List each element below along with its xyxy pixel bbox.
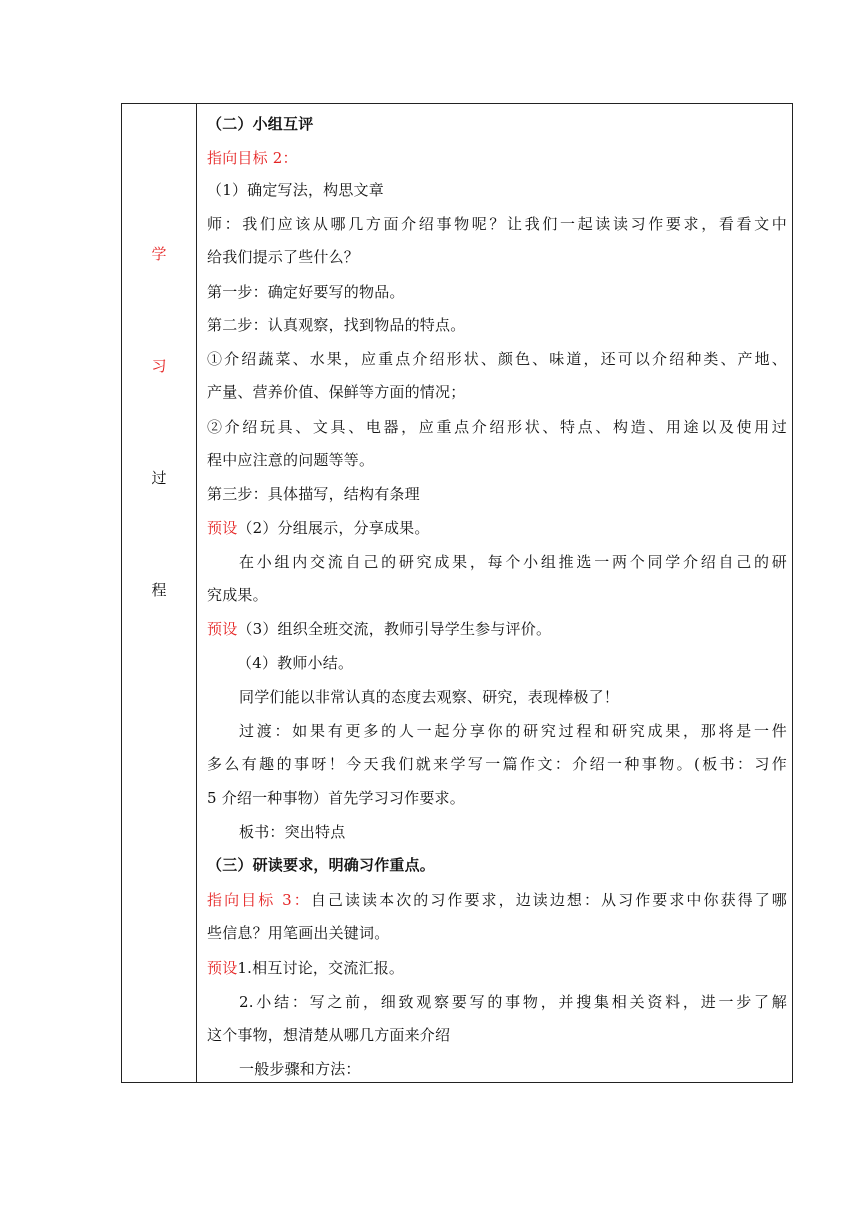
side-label-guo: 过 bbox=[151, 469, 167, 487]
teacher-question-line-1: 师：我们应该从哪几方面介绍事物呢？让我们一起读读习作要求，看看文中 bbox=[207, 215, 787, 233]
general-steps: 一般步骤和方法： bbox=[239, 1060, 361, 1078]
goal-3-line-1 bbox=[207, 890, 787, 910]
board-note: 板书：突出特点 bbox=[239, 823, 346, 841]
preset-label: 预设 bbox=[207, 519, 238, 537]
item-2-line-2: 程中应注意的问题等等。 bbox=[207, 451, 375, 469]
teacher-question-line-2: 给我们提示了些什么？ bbox=[207, 248, 360, 266]
transition-line-2: 多么有趣的事呀！今天我们就来学写一篇作文：介绍一种事物。(板书：习作 bbox=[207, 755, 787, 773]
preset-label: 预设 bbox=[207, 620, 238, 638]
lesson-table bbox=[121, 103, 793, 1083]
summary-line-1: 2.小结：写之前，细致观察要写的事物，并搜集相关资料，进一步了解 bbox=[239, 993, 787, 1011]
item-1-line-2: 产量、营养价值、保鲜等方面的情况； bbox=[207, 383, 466, 401]
section-heading-2: （二）小组互评 bbox=[207, 115, 314, 133]
column-divider bbox=[196, 104, 197, 1082]
summary-line-2: 这个事物，想清楚从哪几方面来介绍 bbox=[207, 1026, 451, 1044]
goal-3-label: 指向目标 3： bbox=[207, 891, 311, 909]
group-line-1: 在小组内交流自己的研究成果，每个小组推选一两个同学介绍自己的研 bbox=[239, 553, 787, 571]
step-one: 第一步：确定好要写的物品。 bbox=[207, 283, 405, 301]
preset-3-text: （3）组织全班交流，教师引导学生参与评价。 bbox=[237, 620, 552, 638]
side-label-cheng: 程 bbox=[151, 581, 167, 599]
teacher-summary-heading: （4）教师小结。 bbox=[237, 654, 354, 672]
preset-label: 预设 bbox=[207, 959, 238, 977]
goal-2: 指向目标 2： bbox=[207, 149, 298, 167]
preset-2-text: （2）分组展示，分享成果。 bbox=[237, 519, 430, 537]
praise-line: 同学们能以非常认真的态度去观察、研究，表现棒极了！ bbox=[239, 688, 620, 706]
discussion-text: 1.相互讨论，交流汇报。 bbox=[237, 959, 405, 977]
transition-line-3: 5 介绍一种事物）首先学习习作要求。 bbox=[207, 789, 465, 807]
goal-3-text: 自己读读本次的习作要求，边读边想：从习作要求中你获得了哪 bbox=[310, 891, 787, 909]
goal-3-line-2: 些信息？用笔画出关键词。 bbox=[207, 924, 390, 942]
step-heading-1: （1）确定写法，构思文章 bbox=[207, 181, 384, 199]
section-heading-3: （三）研读要求，明确习作重点。 bbox=[207, 856, 436, 874]
item-1-line-1: ①介绍蔬菜、水果，应重点介绍形状、颜色、味道，还可以介绍种类、产地、 bbox=[207, 350, 787, 368]
group-line-2: 究成果。 bbox=[207, 586, 268, 604]
transition-line-1: 过渡：如果有更多的人一起分享你的研究过程和研究成果，那将是一件 bbox=[239, 722, 787, 740]
preset-discussion bbox=[207, 958, 404, 978]
preset-2 bbox=[207, 518, 430, 538]
step-two: 第二步：认真观察，找到物品的特点。 bbox=[207, 316, 466, 334]
item-2-line-1: ②介绍玩具、文具、电器，应重点介绍形状、特点、构造、用途以及使用过 bbox=[207, 418, 787, 436]
preset-3 bbox=[207, 619, 551, 639]
side-label-xi: 习 bbox=[151, 357, 167, 375]
step-three: 第三步：具体描写，结构有条理 bbox=[207, 485, 420, 503]
side-label-xue: 学 bbox=[151, 245, 167, 263]
